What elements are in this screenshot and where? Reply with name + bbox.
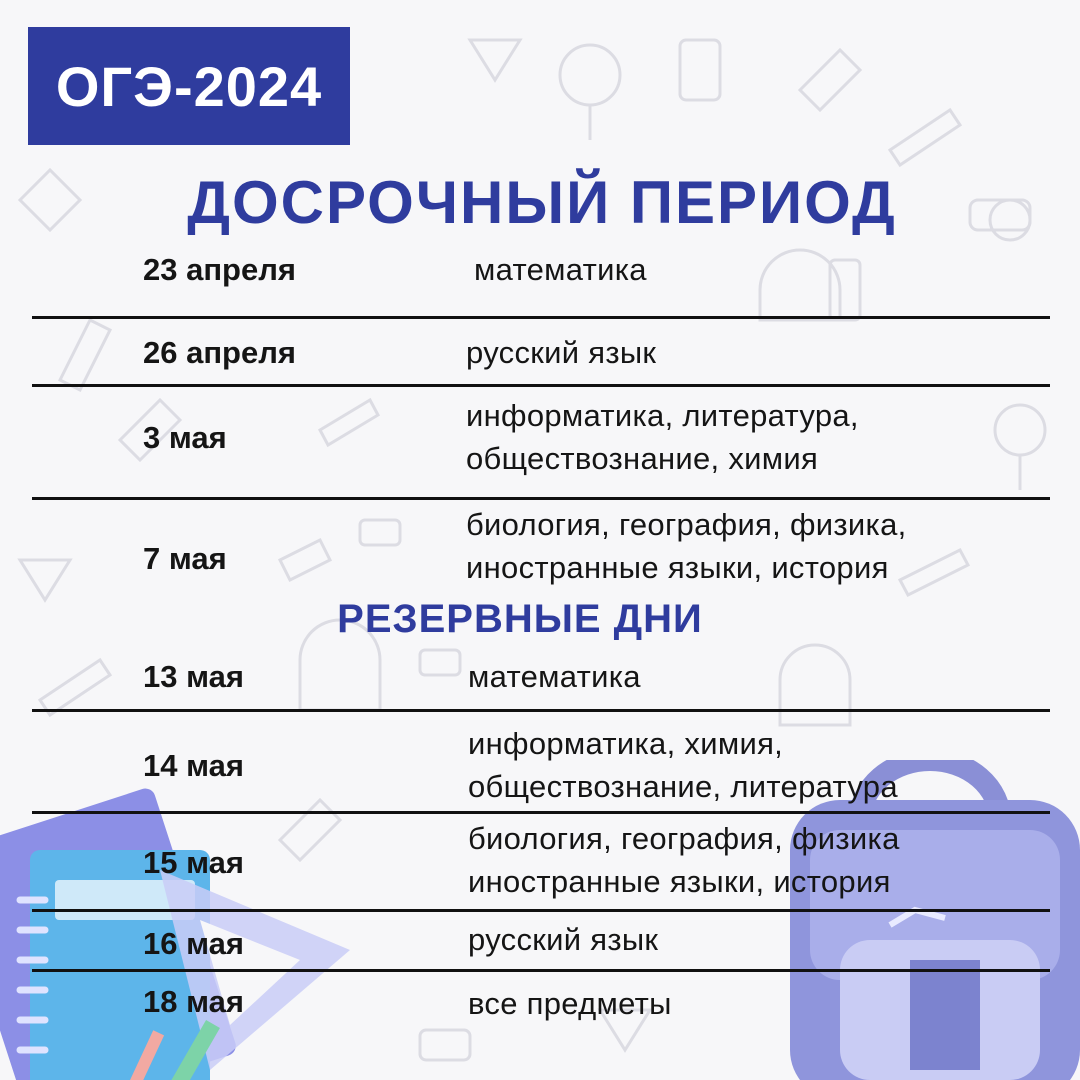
subject-line: биология, география, физика <box>468 821 900 856</box>
exam-subjects <box>474 248 647 291</box>
exam-subjects <box>468 982 672 1025</box>
row-divider <box>32 384 1050 387</box>
exam-badge: ОГЭ-2024 <box>28 27 350 145</box>
exam-subjects <box>468 817 900 903</box>
row-divider <box>32 909 1050 912</box>
subject-line: математика <box>474 252 647 287</box>
exam-date: 23 апреля <box>143 252 297 287</box>
exam-date: 15 мая <box>143 845 244 880</box>
subject-line: биология, география, физика, <box>466 507 907 542</box>
subject-line: математика <box>468 659 641 694</box>
pencil-illustration <box>120 1010 240 1080</box>
row-divider <box>32 811 1050 814</box>
row-divider <box>32 969 1050 972</box>
subject-line: русский язык <box>468 922 659 957</box>
row-divider <box>32 709 1050 712</box>
exam-date: 3 мая <box>143 420 227 455</box>
exam-subjects <box>466 394 859 480</box>
exam-date: 26 апреля <box>143 335 297 370</box>
subject-line: обществознание, химия <box>466 441 819 476</box>
subject-line: иностранные языки, история <box>468 864 891 899</box>
subject-line: обществознание, литература <box>468 769 898 804</box>
subject-line: русский язык <box>466 335 657 370</box>
exam-date: 13 мая <box>143 659 244 694</box>
row-divider <box>32 497 1050 500</box>
subject-line: иностранные языки, история <box>466 550 889 585</box>
row-divider <box>32 316 1050 319</box>
exam-subjects <box>468 655 641 698</box>
subject-line: все предметы <box>468 986 672 1021</box>
exam-subjects <box>468 918 658 961</box>
subject-line: информатика, химия, <box>468 726 784 761</box>
exam-date: 14 мая <box>143 748 244 783</box>
exam-subjects <box>466 503 907 589</box>
exam-subjects <box>466 331 656 374</box>
reserve-heading: РЕЗЕРВНЫЕ ДНИ <box>337 597 703 641</box>
exam-date: 16 мая <box>143 926 244 961</box>
backpack-illustration <box>770 760 1080 1080</box>
exam-date: 18 мая <box>143 984 244 1019</box>
main-heading: ДОСРОЧНЫЙ ПЕРИОД <box>187 169 897 236</box>
exam-date: 7 мая <box>143 541 227 576</box>
exam-subjects <box>468 722 898 808</box>
subject-line: информатика, литература, <box>466 398 859 433</box>
